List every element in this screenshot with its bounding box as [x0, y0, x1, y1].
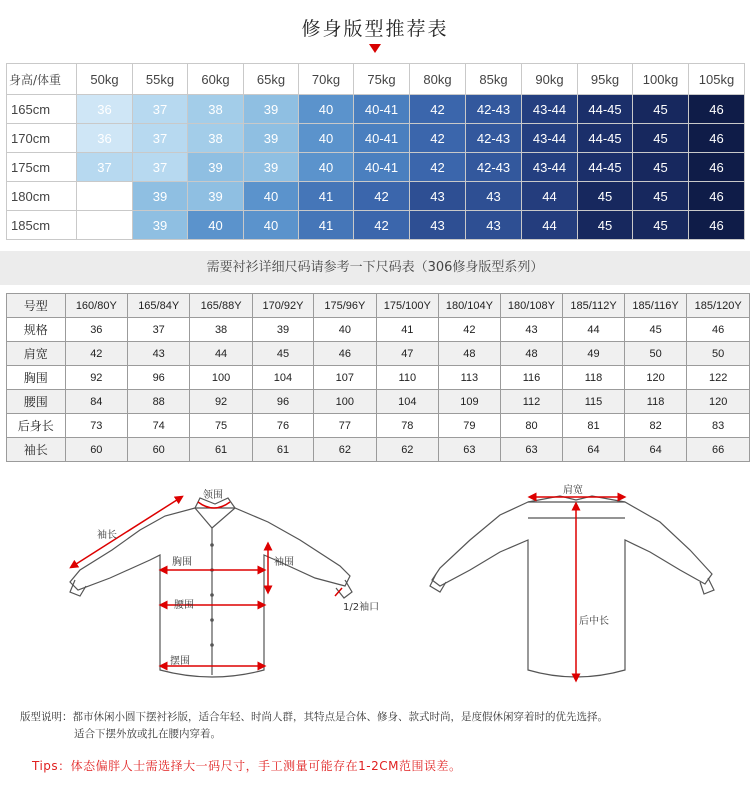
measurement-cell: 61 — [252, 438, 313, 462]
recommend-cell: 38 — [188, 124, 244, 153]
weight-header: 80kg — [410, 64, 466, 95]
height-header: 175cm — [7, 153, 77, 182]
measurement-cell: 81 — [563, 414, 625, 438]
size-code-header: 180/104Y — [439, 294, 501, 318]
recommend-cell: 42-43 — [466, 153, 522, 182]
recommend-cell: 42 — [410, 124, 466, 153]
measurement-cell: 64 — [563, 438, 625, 462]
size-code-header: 160/80Y — [65, 294, 127, 318]
recommend-cell — [77, 182, 133, 211]
measurement-cell: 38 — [190, 318, 252, 342]
recommend-cell: 40 — [244, 211, 299, 240]
front-shirt-illustration — [70, 498, 352, 677]
height-header: 170cm — [7, 124, 77, 153]
measurement-cell: 96 — [252, 390, 313, 414]
size-code-header: 165/88Y — [190, 294, 252, 318]
recommend-cell: 43-44 — [522, 153, 578, 182]
measurement-cell: 120 — [624, 366, 687, 390]
page-title: 修身版型推荐表 — [301, 18, 449, 40]
weight-header: 105kg — [689, 64, 745, 95]
recommend-cell: 39 — [133, 211, 188, 240]
table-row — [7, 95, 745, 124]
measurement-cell: 92 — [190, 390, 252, 414]
measurement-cell: 50 — [687, 342, 750, 366]
measurement-cell: 37 — [128, 318, 190, 342]
recommend-cell: 39 — [244, 95, 299, 124]
measurement-cell: 76 — [252, 414, 313, 438]
recommend-cell: 42 — [410, 153, 466, 182]
measurement-cell: 122 — [687, 366, 750, 390]
height-header: 185cm — [7, 211, 77, 240]
measurement-cell: 74 — [128, 414, 190, 438]
collar-label: 领围 — [203, 490, 223, 501]
recommend-cell: 36 — [77, 124, 133, 153]
recommend-cell: 46 — [689, 153, 745, 182]
recommend-cell: 41 — [299, 211, 354, 240]
recommend-cell: 40-41 — [354, 153, 410, 182]
measurement-cell: 39 — [252, 318, 313, 342]
shoulder-label: 肩宽 — [563, 485, 583, 496]
measurement-cell: 61 — [190, 438, 252, 462]
recommend-cell: 45 — [633, 124, 689, 153]
recommend-cell: 37 — [77, 153, 133, 182]
weight-header: 70kg — [299, 64, 354, 95]
measurement-cell: 60 — [128, 438, 190, 462]
measurement-cell: 115 — [563, 390, 625, 414]
front-measure-lines — [73, 498, 268, 666]
down-arrow-icon — [369, 44, 381, 53]
measurement-cell: 100 — [190, 366, 252, 390]
recommend-cell: 40 — [244, 182, 299, 211]
weight-header: 55kg — [133, 64, 188, 95]
measurement-label: 袖长 — [7, 438, 66, 462]
recommend-cell: 40-41 — [354, 124, 410, 153]
weight-header: 60kg — [188, 64, 244, 95]
size-code-header: 185/120Y — [687, 294, 750, 318]
weight-header: 90kg — [522, 64, 578, 95]
measurement-cell: 36 — [65, 318, 127, 342]
recommend-cell: 46 — [689, 211, 745, 240]
recommend-cell: 39 — [244, 153, 299, 182]
measurement-cell: 82 — [624, 414, 687, 438]
hem-label: 摆围 — [170, 656, 190, 667]
measurement-cell: 112 — [500, 390, 563, 414]
measurement-cell: 63 — [439, 438, 501, 462]
shirt-measurement-diagram — [0, 470, 750, 705]
measurement-cell: 79 — [439, 414, 501, 438]
measurement-cell: 107 — [314, 366, 376, 390]
measurement-cell: 110 — [376, 366, 439, 390]
table-row — [7, 124, 745, 153]
weight-header: 65kg — [244, 64, 299, 95]
measurement-cell: 48 — [439, 342, 501, 366]
recommend-cell: 39 — [188, 182, 244, 211]
measurement-cell: 62 — [376, 438, 439, 462]
table-row — [7, 182, 745, 211]
measurement-cell: 45 — [624, 318, 687, 342]
measurement-cell: 83 — [687, 414, 750, 438]
measurement-cell: 64 — [624, 438, 687, 462]
recommend-cell: 43 — [466, 182, 522, 211]
recommend-cell: 44 — [522, 182, 578, 211]
measurement-cell: 78 — [376, 414, 439, 438]
measurement-cell: 66 — [687, 438, 750, 462]
recommend-cell: 38 — [188, 95, 244, 124]
measurement-cell: 43 — [128, 342, 190, 366]
recommend-cell: 39 — [133, 182, 188, 211]
weight-header: 100kg — [633, 64, 689, 95]
measurement-cell: 45 — [252, 342, 313, 366]
measurement-cell: 41 — [376, 318, 439, 342]
table-row — [7, 366, 750, 390]
recommend-cell — [77, 211, 133, 240]
size-code-header: 170/92Y — [252, 294, 313, 318]
recommend-cell: 42 — [354, 211, 410, 240]
size-header-label: 号型 — [7, 294, 66, 318]
cuff-label: 1/2袖口 — [343, 602, 380, 613]
size-recommendation-table — [6, 63, 745, 240]
measurement-cell: 104 — [376, 390, 439, 414]
recommend-cell: 44-45 — [578, 153, 633, 182]
recommend-cell: 43-44 — [522, 124, 578, 153]
measurement-cell: 92 — [65, 366, 127, 390]
recommend-cell: 46 — [689, 182, 745, 211]
recommend-cell: 39 — [244, 124, 299, 153]
waist-label: 腰围 — [174, 600, 194, 611]
measurement-cell: 48 — [500, 342, 563, 366]
table-row — [7, 153, 745, 182]
measurement-cell: 46 — [687, 318, 750, 342]
measurement-cell: 40 — [314, 318, 376, 342]
size-code-header: 185/112Y — [563, 294, 625, 318]
measurement-cell: 77 — [314, 414, 376, 438]
measurement-cell: 73 — [65, 414, 127, 438]
measurement-cell: 116 — [500, 366, 563, 390]
table-corner-label: 身高/体重 — [7, 64, 77, 95]
measurement-label: 规格 — [7, 318, 66, 342]
size-code-header: 180/108Y — [500, 294, 563, 318]
weight-header: 75kg — [354, 64, 410, 95]
recommend-cell: 40 — [299, 95, 354, 124]
recommend-cell: 45 — [578, 211, 633, 240]
recommend-cell: 43 — [466, 211, 522, 240]
recommend-cell: 40 — [188, 211, 244, 240]
measurement-cell: 118 — [563, 366, 625, 390]
recommend-cell: 40 — [299, 124, 354, 153]
size-chart-banner: 需要衬衫详细尺码请参考一下尺码表（306修身版型系列） — [0, 251, 750, 285]
recommend-cell: 45 — [633, 211, 689, 240]
recommend-cell: 37 — [133, 95, 188, 124]
size-detail-table — [6, 293, 750, 462]
sleeve-length-label: 袖长 — [97, 530, 117, 541]
table-row — [7, 342, 750, 366]
size-code-header: 175/100Y — [376, 294, 439, 318]
tips-text: Tips：体态偏胖人士需选择大一码尺寸，手工测量可能存在1-2CM范围误差。 — [32, 759, 462, 773]
fit-description: 版型说明：都市休闲小圆下摆衬衫版，适合年轻、时尚人群，其特点是合体、修身、款式时尚，是度假休闲穿着时的优先选择。 — [20, 711, 608, 723]
back-measure-lines — [532, 497, 622, 678]
measurement-cell: 47 — [376, 342, 439, 366]
measurement-cell: 62 — [314, 438, 376, 462]
measurement-cell: 46 — [314, 342, 376, 366]
weight-header: 95kg — [578, 64, 633, 95]
measurement-cell: 42 — [65, 342, 127, 366]
recommend-cell: 46 — [689, 95, 745, 124]
table-row — [7, 438, 750, 462]
table-row — [7, 390, 750, 414]
size-code-header: 185/116Y — [624, 294, 687, 318]
recommend-cell: 44-45 — [578, 124, 633, 153]
recommend-cell: 43-44 — [522, 95, 578, 124]
recommend-cell: 41 — [299, 182, 354, 211]
recommend-cell: 36 — [77, 95, 133, 124]
measurement-cell: 63 — [500, 438, 563, 462]
weight-header: 85kg — [466, 64, 522, 95]
measurement-label: 胸围 — [7, 366, 66, 390]
recommend-cell: 44-45 — [578, 95, 633, 124]
chest-label: 胸围 — [172, 557, 192, 568]
measurement-cell: 49 — [563, 342, 625, 366]
recommend-cell: 43 — [410, 182, 466, 211]
measurement-cell: 75 — [190, 414, 252, 438]
measurement-cell: 43 — [500, 318, 563, 342]
armhole-label: 袖围 — [274, 557, 294, 568]
size-code-header: 165/84Y — [128, 294, 190, 318]
measurement-cell: 113 — [439, 366, 501, 390]
measurement-cell: 44 — [563, 318, 625, 342]
measurement-cell: 100 — [314, 390, 376, 414]
measurement-cell: 120 — [687, 390, 750, 414]
measurement-cell: 84 — [65, 390, 127, 414]
measurement-cell: 42 — [439, 318, 501, 342]
recommend-cell: 42-43 — [466, 95, 522, 124]
measurement-cell: 104 — [252, 366, 313, 390]
recommend-cell: 45 — [578, 182, 633, 211]
back-shirt-illustration — [430, 496, 714, 677]
weight-header: 50kg — [77, 64, 133, 95]
recommend-cell: 42 — [410, 95, 466, 124]
measurement-cell: 44 — [190, 342, 252, 366]
measurement-cell: 88 — [128, 390, 190, 414]
recommend-cell: 40-41 — [354, 95, 410, 124]
measurement-cell: 60 — [65, 438, 127, 462]
measurement-cell: 50 — [624, 342, 687, 366]
measurement-cell: 96 — [128, 366, 190, 390]
recommend-cell: 42 — [354, 182, 410, 211]
measurement-cell: 80 — [500, 414, 563, 438]
back-length-label: 后中长 — [579, 616, 609, 627]
fit-description-line2: 适合下摆外放或扎在腰内穿着。 — [74, 728, 221, 740]
table-row — [7, 318, 750, 342]
recommend-cell: 42-43 — [466, 124, 522, 153]
recommend-cell: 39 — [188, 153, 244, 182]
recommend-cell: 46 — [689, 124, 745, 153]
table-row — [7, 414, 750, 438]
recommend-cell: 37 — [133, 153, 188, 182]
recommend-cell: 37 — [133, 124, 188, 153]
recommend-cell: 40 — [299, 153, 354, 182]
measurement-label: 肩宽 — [7, 342, 66, 366]
recommend-cell: 45 — [633, 153, 689, 182]
size-code-header: 175/96Y — [314, 294, 376, 318]
table-row — [7, 211, 745, 240]
recommend-cell: 45 — [633, 95, 689, 124]
measurement-label: 腰围 — [7, 390, 66, 414]
recommend-cell: 44 — [522, 211, 578, 240]
measurement-cell: 118 — [624, 390, 687, 414]
recommend-cell: 45 — [633, 182, 689, 211]
measurement-label: 后身长 — [7, 414, 66, 438]
height-header: 180cm — [7, 182, 77, 211]
recommend-cell: 43 — [410, 211, 466, 240]
measurement-cell: 109 — [439, 390, 501, 414]
height-header: 165cm — [7, 95, 77, 124]
